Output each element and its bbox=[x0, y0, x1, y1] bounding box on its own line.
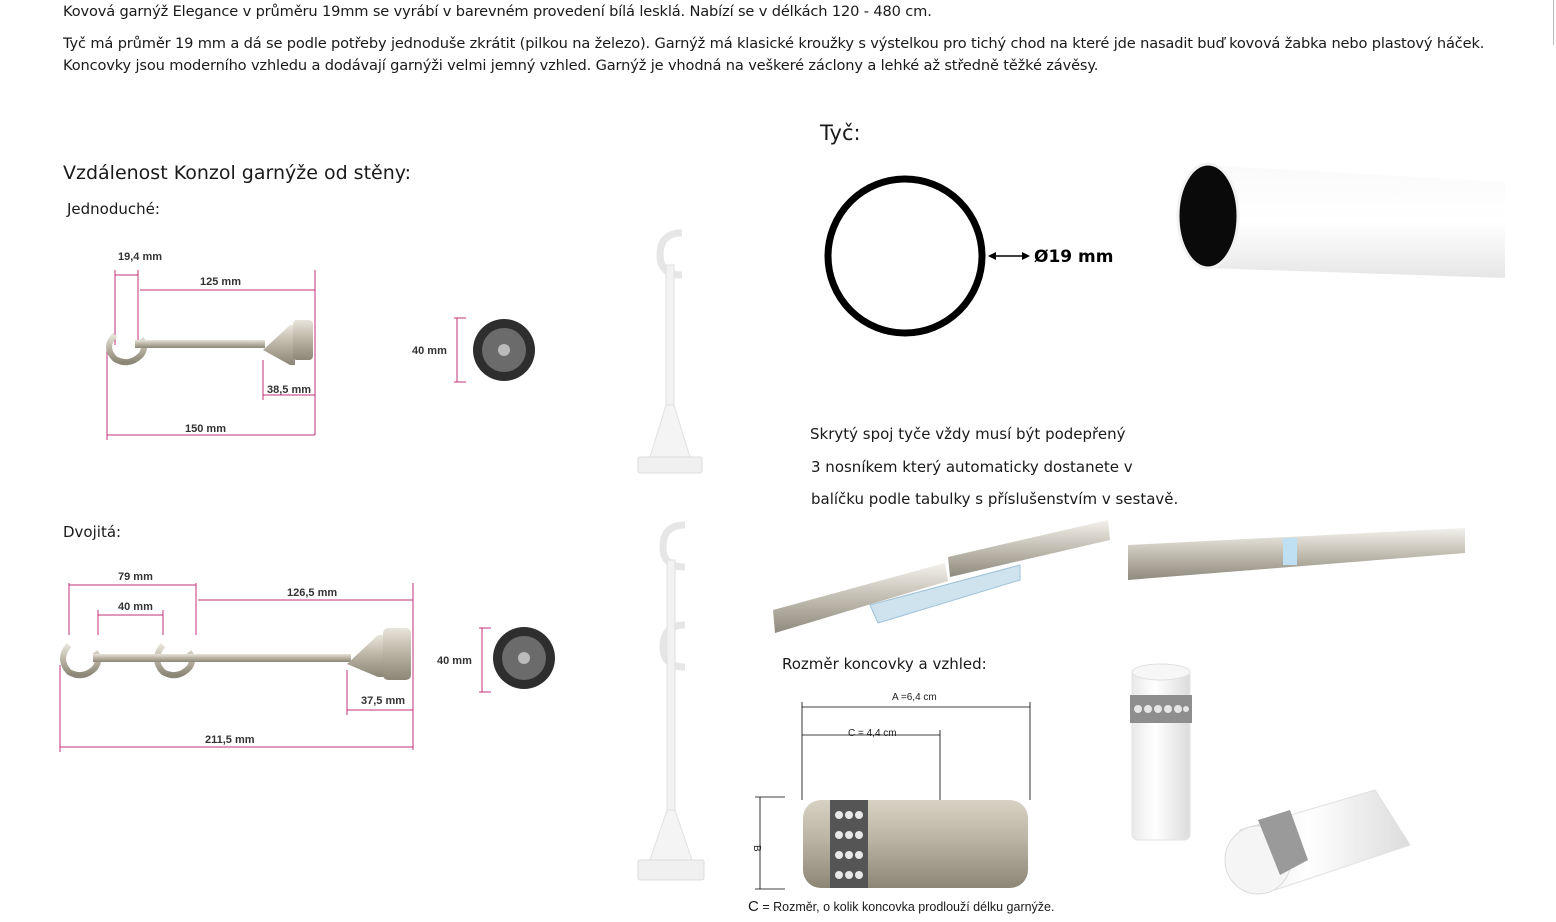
dim-arm-single: 125 mm bbox=[200, 276, 241, 288]
dim-ring-single: 19,4 mm bbox=[118, 251, 163, 263]
white-bracket-double bbox=[630, 515, 710, 885]
rod-note-line-3: balíčku podle tabulky s příslušenstvím v sestavě. bbox=[811, 490, 1179, 508]
dim-b: B bbox=[751, 845, 762, 852]
intro-line-1: Kovová garnýž Elegance v průměru 19mm se vyrábí v barevném provedení bílá lesklá. Nabízí se v délkách 120 - 480 cm. bbox=[63, 3, 932, 20]
single-bracket-label: Jednoduché: bbox=[67, 200, 160, 218]
rod-joint-image-open bbox=[770, 515, 1115, 635]
endcap-heading: Rozměr koncovky a vzhled: bbox=[782, 655, 987, 673]
single-wall-plate bbox=[410, 315, 540, 385]
endcap-note-text: = Rozměr, o kolik koncovka prodlouží délku garnýže. bbox=[758, 900, 1055, 914]
endcap-note-letter: C bbox=[748, 898, 759, 915]
white-endcaps-image bbox=[1110, 660, 1415, 900]
rod-note-line-1: Skrytý spoj tyče vždy musí být podepřený bbox=[810, 425, 1126, 443]
double-wall-plate bbox=[435, 625, 565, 695]
dim-outer-double: 79 mm bbox=[118, 571, 153, 583]
scrollbar-edge bbox=[1553, 0, 1554, 45]
dim-inner-double: 40 mm bbox=[118, 601, 153, 613]
intro-line-2: Tyč má průměr 19 mm a dá se podle potřeby jednoduše zkrátit (pilkou na železo). Garnýž má klasické kroužky s výstelkou pro tichý chod na které jde nasadit buď kovová žabka nebo plastový háček. bbox=[63, 35, 1485, 52]
rod-cross-section bbox=[820, 172, 1120, 342]
dim-base-double: 37,5 mm bbox=[361, 695, 406, 707]
dim-arm-double: 126,5 mm bbox=[287, 587, 338, 599]
rod-joint-image-closed bbox=[1128, 525, 1468, 585]
dim-total-double: 211,5 mm bbox=[205, 734, 255, 746]
white-rod-image bbox=[1175, 160, 1510, 285]
dim-total-single: 150 mm bbox=[185, 423, 226, 435]
endcap-dimension-diagram bbox=[745, 685, 1045, 895]
white-bracket-single bbox=[632, 225, 707, 475]
rod-diameter: Ø19 mm bbox=[1034, 247, 1114, 267]
dim-plate-single: 40 mm bbox=[412, 345, 447, 357]
dim-base-single: 38,5 mm bbox=[267, 384, 312, 396]
rod-note-line-2: 3 nosníkem který automaticky dostanete v bbox=[811, 458, 1133, 476]
double-bracket-label: Dvojitá: bbox=[63, 523, 122, 541]
endcap-note bbox=[748, 898, 1054, 915]
single-bracket-diagram bbox=[95, 245, 320, 445]
rod-heading: Tyč: bbox=[820, 121, 861, 145]
intro-line-3: Koncovky jsou moderního vzhledu a dodávají garnýži velmi jemný vzhled. Garnýž je vhodná na veškeré záclony a lehké až středně těžké závěsy. bbox=[63, 57, 1099, 74]
dim-plate-double: 40 mm bbox=[437, 655, 472, 667]
dim-a: A =6,4 cm bbox=[892, 692, 937, 703]
double-bracket-diagram bbox=[55, 565, 420, 760]
brackets-heading: Vzdálenost Konzol garnýže od stěny: bbox=[63, 162, 412, 184]
dim-c: C = 4,4 cm bbox=[848, 728, 897, 739]
